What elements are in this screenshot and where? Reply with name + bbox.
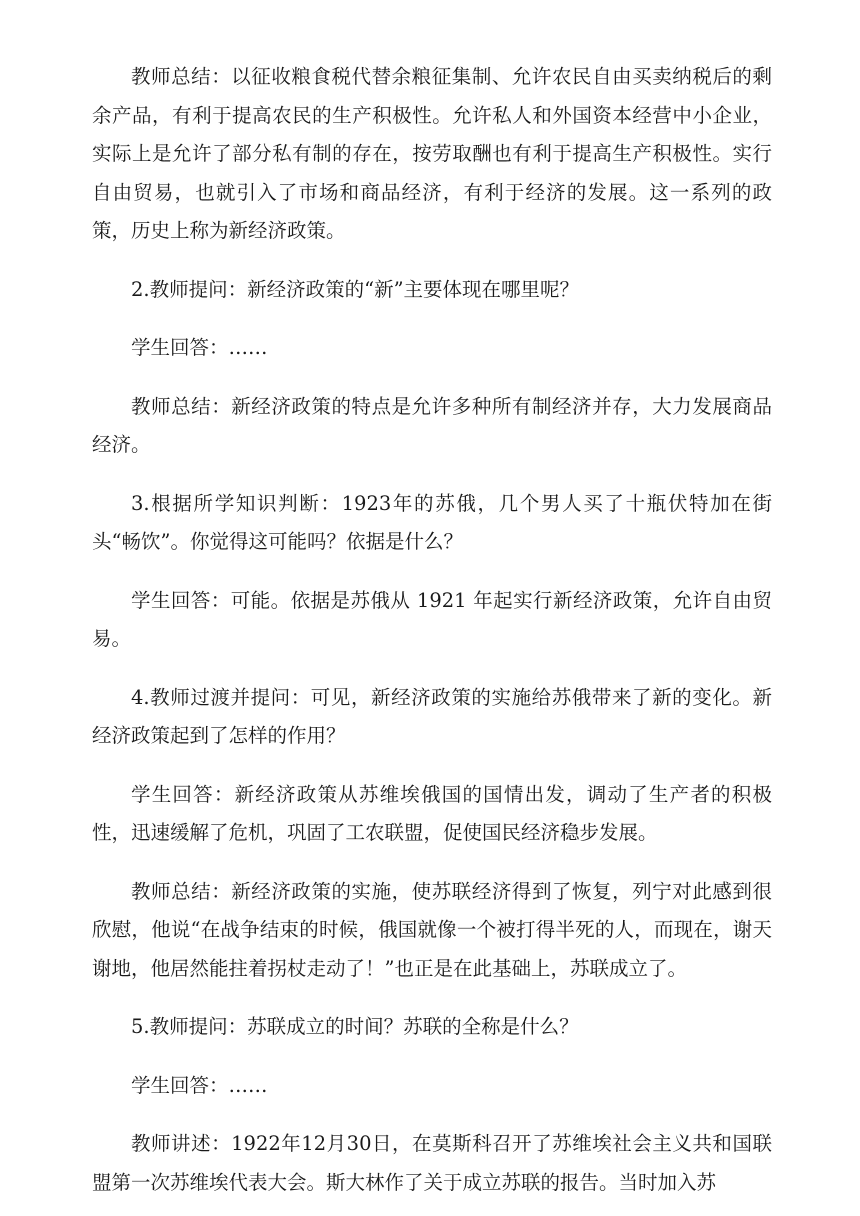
- paragraph-teacher-summary-1: 教师总结：以征收粮食税代替余粮征集制、允许农民自由买卖纳税后的剩余产品，有利于提高农民的生产积极性。允许私人和外国资本经营中小企业，实际上是允许了部分私有制的存在，按劳取酬也有利于提高生产积极性。实行自由贸易，也就引入了市场和商品经济，有利于经济的发展。这一系列的政策，历史上称为新经济政策。: [92, 65, 772, 242]
- paragraph-teacher-summary-2: 教师总结：新经济政策的特点是允许多种所有制经济并存，大力发展商品经济。: [92, 394, 772, 456]
- paragraph-question-2: 2.教师提问：新经济政策的“新”主要体现在哪里呢？: [131, 277, 580, 301]
- paragraph-question-4: 4.教师过渡并提问：可见，新经济政策的实施给苏俄带来了新的变化。新经济政策起到了怎样的作用？: [92, 685, 772, 747]
- paragraph-student-answer-3: 学生回答：可能。依据是苏俄从 1921 年起实行新经济政策，允许自由贸易。: [92, 588, 772, 650]
- paragraph-student-answer-2: 学生回答：……: [131, 336, 268, 359]
- paragraph-student-answer-4: 学生回答：新经济政策从苏维埃俄国的国情出发，调动了生产者的积极性，迅速缓解了危机，巩固了工农联盟，促使国民经济稳步发展。: [92, 782, 772, 844]
- paragraph-teacher-narration-5: 教师讲述：1922年12月30日，在莫斯科召开了苏维埃社会主义共和国联盟第一次苏维埃代表大会。斯大林作了关于成立苏联的报告。当时加入苏: [92, 1132, 772, 1194]
- paragraph-teacher-summary-4: 教师总结：新经济政策的实施，使苏联经济得到了恢复，列宁对此感到很欣慰，他说“在战争结束的时候，俄国就像一个被打得半死的人，而现在，谢天谢地，他居然能拄着拐杖走动了！”也正是在此基础上，苏联成立了。: [92, 879, 772, 980]
- paragraph-student-answer-5: 学生回答：……: [131, 1073, 268, 1097]
- paragraph-question-5: 5.教师提问：苏联成立的时间？苏联的全称是什么？: [131, 1015, 579, 1038]
- paragraph-question-3: 3.根据所学知识判断：1923年的苏俄，几个男人买了十瓶伏特加在街头“畅饮”。你觉得这可能吗？依据是什么？: [92, 491, 772, 553]
